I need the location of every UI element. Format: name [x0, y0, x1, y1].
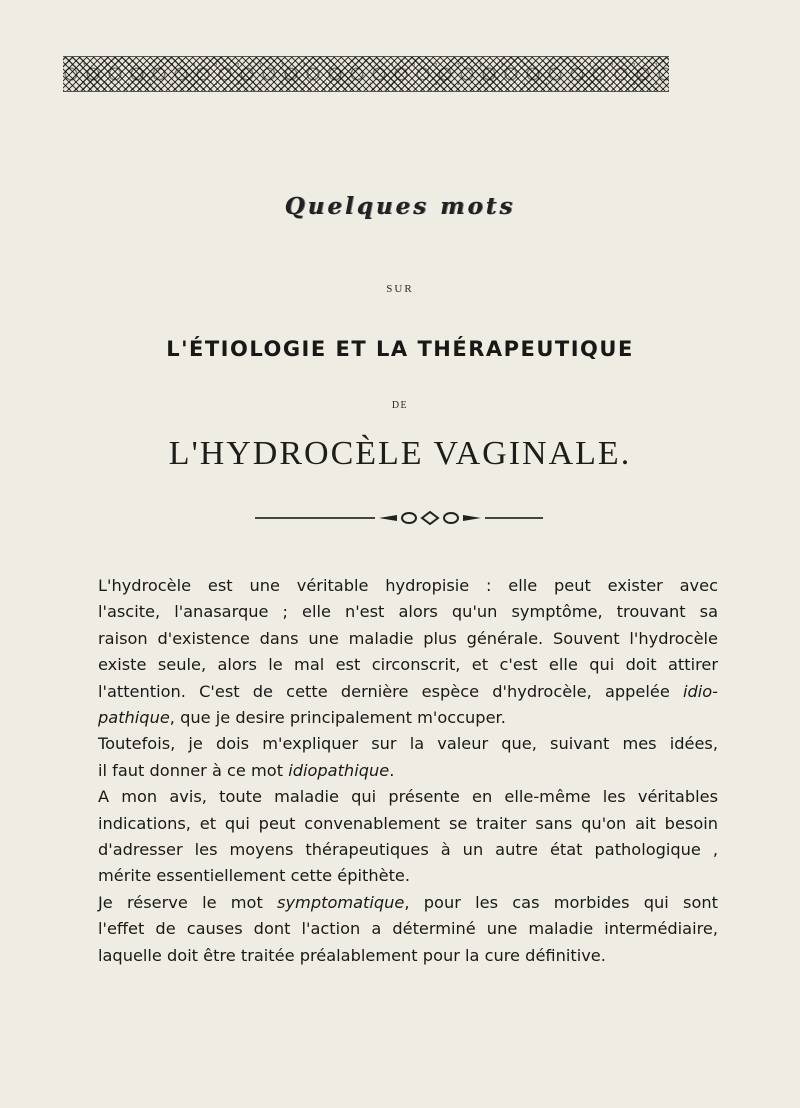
text-line: mérite essentiellement cette épithète.: [98, 866, 411, 886]
text-line: laquelle doit être traitée préalablement pour la cure définitive.: [98, 945, 606, 965]
decorative-header-band: [63, 56, 669, 92]
text-line: raison d'existence dans une maladie plus générale. Souvent l'hydrocèle: [98, 628, 718, 648]
text-line: pathique, que je desire principalement m'occuper.: [98, 708, 506, 728]
paragraph-4: [83, 890, 718, 969]
text-line: d'adresser les moyens thérapeutiques à un autre état pathologique ,: [98, 840, 718, 860]
text-line: L'hydrocèle est une véritable hydropisie : elle peut exister avec: [98, 576, 718, 595]
emphasis: symptomatique: [277, 892, 405, 912]
subject-heading: L'ÉTIOLOGIE ET LA THÉRAPEUTIQUE: [166, 337, 634, 361]
text-line: Je réserve le mot symptomatique, pour les cas morbides qui sont: [98, 892, 718, 912]
divider-ornament-icon: [375, 510, 485, 526]
gothic-title: Quelques mots: [284, 193, 516, 220]
main-title: L'HYDROCÈLE VAGINALE.: [168, 435, 632, 472]
paragraph-3: [83, 784, 718, 890]
emphasis: pathique: [98, 708, 170, 728]
text-line: l'attention. C'est de cette dernière espèce d'hydrocèle, appelée idio-: [98, 681, 718, 701]
text-line: indications, et qui peut convenablement se traiter sans qu'on ait besoin: [98, 813, 718, 833]
text-line: l'effet de causes dont l'action a déterminé une maladie intermédiaire,: [98, 919, 718, 939]
word-de: DE: [391, 400, 409, 411]
emphasis: idiopathique: [288, 760, 390, 780]
emphasis: idio-: [682, 681, 718, 701]
paragraph-2: [83, 731, 718, 784]
text-line: existe seule, alors le mal est circonscrit, et c'est elle qui doit attirer: [98, 655, 718, 675]
body-text: [83, 573, 718, 969]
text-line: l'ascite, l'anasarque ; elle n'est alors qu'un symptôme, trouvant sa: [98, 602, 718, 622]
text-line: Toutefois, je dois m'expliquer sur la valeur que, suivant mes idées,: [98, 734, 718, 754]
text-line: A mon avis, toute maladie qui présente en elle-même les véritables: [98, 787, 718, 807]
text-line: il faut donner à ce mot idiopathique.: [98, 760, 395, 780]
paragraph-1: [83, 573, 718, 731]
word-sur: SUR: [386, 283, 414, 295]
